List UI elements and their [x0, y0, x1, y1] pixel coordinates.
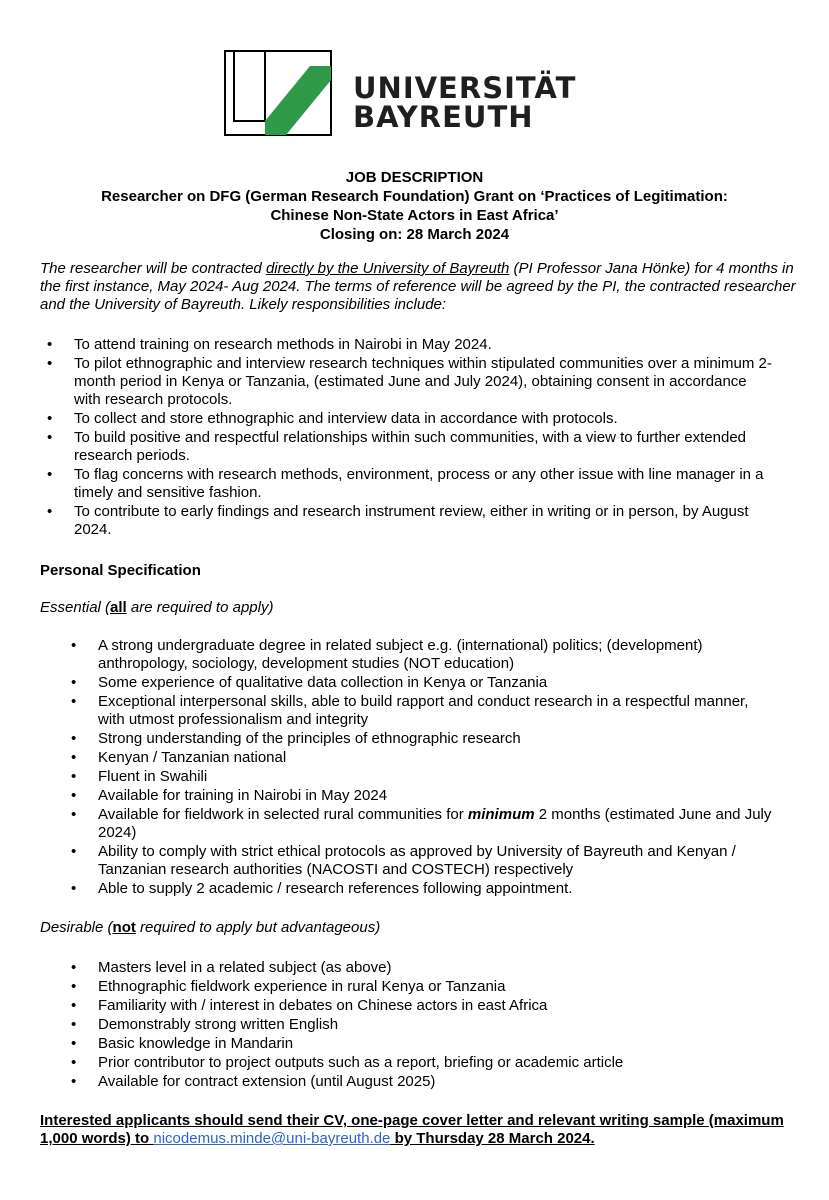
- bullet-icon: •: [71, 637, 77, 654]
- essential-list: [71, 637, 778, 899]
- desirable-item: [71, 959, 778, 977]
- intro-underlined: directly by the University of Bayreuth: [265, 260, 510, 277]
- essential-emphasis: all: [110, 599, 127, 616]
- bullet-icon: •: [47, 336, 53, 353]
- list-item-text: Masters level in a related subject (as above): [98, 959, 392, 976]
- responsibility-item: [47, 503, 774, 539]
- university-logo-mark-icon: [224, 50, 332, 136]
- logo-line-1: UNIVERSITÄT: [353, 71, 577, 105]
- list-item-text: To collect and store ethnographic and interview data in accordance with protocols.: [74, 410, 618, 427]
- essential-item: [71, 787, 778, 805]
- bullet-icon: •: [71, 959, 77, 976]
- list-item-text: Prior contributor to project outputs such as a report, briefing or academic article: [98, 1054, 624, 1071]
- desirable-emphasis: not: [112, 919, 136, 936]
- list-item-text: To pilot ethnographic and interview research techniques within stipulated communities over a minimum 2-month period in Kenya or Tanzania, (estimated June and July 2024), obtaining consent in accordance with research protocols.: [74, 355, 772, 408]
- essential-item: [71, 730, 778, 748]
- list-item-text: Available for training in Nairobi in May 2024: [98, 787, 388, 804]
- application-instructions: [40, 1112, 810, 1148]
- list-item-text: To contribute to early findings and research instrument review, either in writing or in person, by August 2024.: [74, 503, 749, 538]
- desirable-item: [71, 1073, 778, 1091]
- personal-spec-title: Personal Specification: [40, 562, 201, 579]
- list-item-text: Kenyan / Tanzanian national: [98, 749, 287, 766]
- essential-item: [71, 880, 778, 898]
- bullet-icon: •: [71, 978, 77, 995]
- heading-title: JOB DESCRIPTION: [345, 169, 484, 186]
- list-item-text: Demonstrably strong written English: [98, 1016, 339, 1033]
- bullet-icon: •: [47, 429, 53, 446]
- bullet-icon: •: [47, 410, 53, 427]
- list-item-text: To flag concerns with research methods, environment, process or any other issue with line manager in a timely and sensitive fashion.: [74, 466, 764, 501]
- list-item-text: Exceptional interpersonal skills, able to build rapport and conduct research in a respectful manner, with utmost professionalism and integrity: [98, 693, 749, 728]
- essential-item: [71, 843, 778, 879]
- desirable-item: [71, 1054, 778, 1072]
- desirable-prefix: Desirable (: [40, 919, 113, 936]
- essential-item: [71, 749, 778, 767]
- bullet-icon: •: [71, 730, 77, 747]
- contact-email-link[interactable]: nicodemus.minde@uni-bayreuth.de: [153, 1130, 391, 1147]
- list-item-text: Available for contract extension (until August 2025): [98, 1073, 436, 1090]
- desirable-item: [71, 997, 778, 1015]
- university-logo: [224, 50, 584, 142]
- bullet-icon: •: [71, 997, 77, 1014]
- responsibility-item: [47, 429, 774, 465]
- footer-text: Interested applicants should send their CV, one-page cover letter and relevant writing sample (maximum 1,000 words) to: [40, 1112, 784, 1147]
- essential-prefix: Essential (: [40, 599, 111, 616]
- list-item-text: Strong understanding of the principles of ethnographic research: [98, 730, 521, 747]
- desirable-list: [71, 959, 778, 1092]
- intro-text-1: The researcher will be contracted: [40, 260, 266, 277]
- essential-item: [71, 674, 778, 692]
- list-item-text: Some experience of qualitative data collection in Kenya or Tanzania: [98, 674, 548, 691]
- essential-item: [71, 637, 778, 673]
- heading-project: Chinese Non-State Actors in East Africa’: [270, 207, 559, 224]
- bullet-icon: •: [47, 466, 53, 483]
- list-item-text: Ethnographic fieldwork experience in rural Kenya or Tanzania: [98, 978, 506, 995]
- essential-item: [71, 693, 778, 729]
- intro-text-2: (PI Professor Jana Hönke) for 4 months in the first instance, May 2024- Aug 2024. The terms of reference will be agreed by the PI, the contracted researcher and the University of Bayreuth. Likely responsibilities include:: [40, 260, 796, 313]
- list-item-text: A strong undergraduate degree in related subject e.g. (international) politics; (development) anthropology, sociology, development studies (NOT education): [98, 637, 703, 672]
- logo-line-2: BAYREUTH: [353, 100, 534, 134]
- list-item-text: To build positive and respectful relationships within such communities, with a view to further extended research periods.: [74, 429, 747, 464]
- desirable-item: [71, 978, 778, 996]
- bullet-icon: •: [47, 355, 53, 372]
- bullet-icon: •: [71, 880, 77, 897]
- bullet-icon: •: [71, 674, 77, 691]
- bullet-icon: •: [71, 843, 77, 860]
- university-logo-text: [353, 71, 577, 134]
- bullet-icon: •: [71, 787, 77, 804]
- responsibilities-list: [47, 336, 774, 540]
- list-item-text: Basic knowledge in Mandarin: [98, 1035, 294, 1052]
- list-item-text: To attend training on research methods in Nairobi in May 2024.: [74, 336, 492, 353]
- intro-paragraph: [40, 260, 800, 314]
- responsibility-item: [47, 410, 774, 428]
- essential-item: [71, 768, 778, 786]
- heading-position: Researcher on DFG (German Research Foundation) Grant on ‘Practices of Legitimation:: [101, 188, 728, 205]
- desirable-heading: [40, 919, 380, 936]
- essential-suffix: are required to apply): [126, 599, 274, 616]
- essential-item: [71, 806, 778, 842]
- list-item-text: Available for fieldwork in selected rural communities for minimum 2 months (estimated June and July 2024): [98, 806, 772, 841]
- bullet-icon: •: [71, 693, 77, 710]
- desirable-item: [71, 1035, 778, 1053]
- bullet-icon: •: [71, 1073, 77, 1090]
- heading-closing-date: Closing on: 28 March 2024: [319, 226, 510, 243]
- bullet-icon: •: [71, 1016, 77, 1033]
- list-item-text: Fluent in Swahili: [98, 768, 208, 785]
- responsibility-item: [47, 355, 774, 409]
- responsibility-item: [47, 336, 774, 354]
- responsibility-item: [47, 466, 774, 502]
- job-heading: [40, 168, 789, 244]
- bullet-icon: •: [71, 1035, 77, 1052]
- list-item-text: Familiarity with / interest in debates on Chinese actors in east Africa: [98, 997, 548, 1014]
- essential-heading: [40, 599, 273, 616]
- list-item-text: Ability to comply with strict ethical protocols as approved by University of Bayreuth and Kenyan / Tanzanian research authorities (NACOSTI and COSTECH) respectively: [98, 843, 736, 878]
- footer-deadline: by Thursday 28 March 2024.: [390, 1130, 595, 1147]
- bullet-icon: •: [71, 806, 77, 823]
- bullet-icon: •: [47, 503, 53, 520]
- desirable-suffix: required to apply but advantageous): [135, 919, 381, 936]
- bullet-icon: •: [71, 1054, 77, 1071]
- list-item-text: Able to supply 2 academic / research references following appointment.: [98, 880, 573, 897]
- bullet-icon: •: [71, 749, 77, 766]
- desirable-item: [71, 1016, 778, 1034]
- bullet-icon: •: [71, 768, 77, 785]
